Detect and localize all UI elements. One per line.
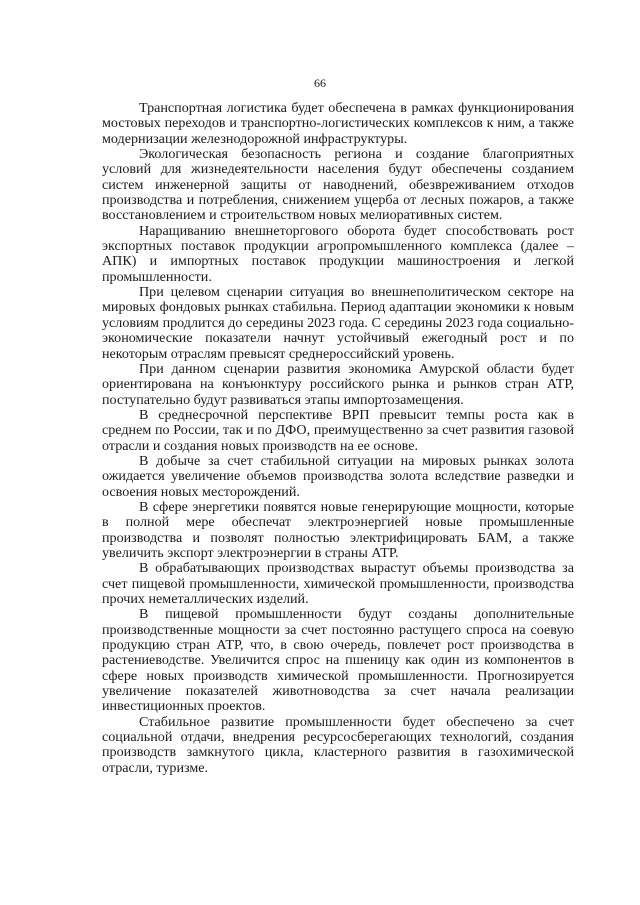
- paragraph-scenario-orientation: При данном сценарии развития экономика Амурской области будет ориентирована на конъюнктуру российского рынка и рынков стран АТР, поступательно будут развиваться этапы импортозамещения.: [102, 360, 574, 408]
- paragraph-ecological-safety: Экологическая безопасность региона и создание благоприятных условий для жизнедеятельности населения будут обеспечены созданием систем инженерной защиты от наводнений, обезвреживанием отходов производства и потребления, снижением ущерба от лесных пожаров, а также восстановлением и строительством новых мелиоративных систем.: [102, 146, 574, 224]
- paragraph-grp-growth: В среднесрочной перспективе ВРП превысит темпы роста как в среднем по России, так и по ДФО, преимущественно за счет развития газовой отрасли и создания новых производств на ее основе.: [102, 406, 574, 454]
- paragraph-industry-development: Стабильное развитие промышленности будет обеспечено за счет социальной отдачи, внедрения ресурсосберегающих технологий, создания производств замкнутого цикла, кластерного развития в газохимической отрасли, туризме.: [102, 713, 574, 776]
- paragraph-gold-mining: В добыче за счет стабильной ситуации на мировых рынках золота ожидается увеличение объемов производства золота вследствие разведки и освоения новых месторождений.: [102, 452, 574, 500]
- body-text: [102, 101, 574, 776]
- paragraph-food-industry: В пищевой промышленности будут созданы дополнительные производственные мощности за счет постоянно растущего спроса на соевую продукцию стран АТР, что, в свою очередь, повлечет рост производства в растениеводстве. Увеличится спрос на пшеницу как один из компонентов в сфере новых производств химической промышленности. Прогнозируется увеличение показателей животноводства за счет начала реализации инвестиционных проектов.: [102, 606, 574, 715]
- paragraph-manufacturing: В обрабатывающих производствах вырастут объемы производства за счет пищевой промышленности, химической промышленности, производства прочих неметаллических изделий.: [102, 560, 574, 607]
- paragraph-foreign-trade: Наращиванию внешнеторгового оборота будет способствовать рост экспортных поставок продукции агропромышленного комплекса (далее – АПК) и импортных поставок продукции машиностроения и легкой промышленности.: [102, 222, 574, 285]
- paragraph-energy: В сфере энергетики появятся новые генерирующие мощности, которые в полной мере обеспечат электроэнергией новые промышленные производства и позволят полностью электрифицировать БАМ, а также увеличить экспорт электроэнергии в страны АТР.: [102, 498, 574, 561]
- page-number: 66: [314, 76, 326, 90]
- paragraph-transport-logistics: Транспортная логистика будет обеспечена в рамках функционирования мостовых переходов и транспортно-логистических комплексов к ним, а также модернизации железнодорожной инфраструктуры.: [102, 100, 574, 147]
- paragraph-target-scenario: При целевом сценарии ситуация во внешнеполитическом секторе на мировых фондовых рынках стабильна. Период адаптации экономики к новым условиям продлится до середины 2023 года. С середины 2023 года социально-экономические показатели начнут устойчивый ежегодный рост и по некоторым отраслям превысят среднероссийский уровень.: [102, 284, 574, 362]
